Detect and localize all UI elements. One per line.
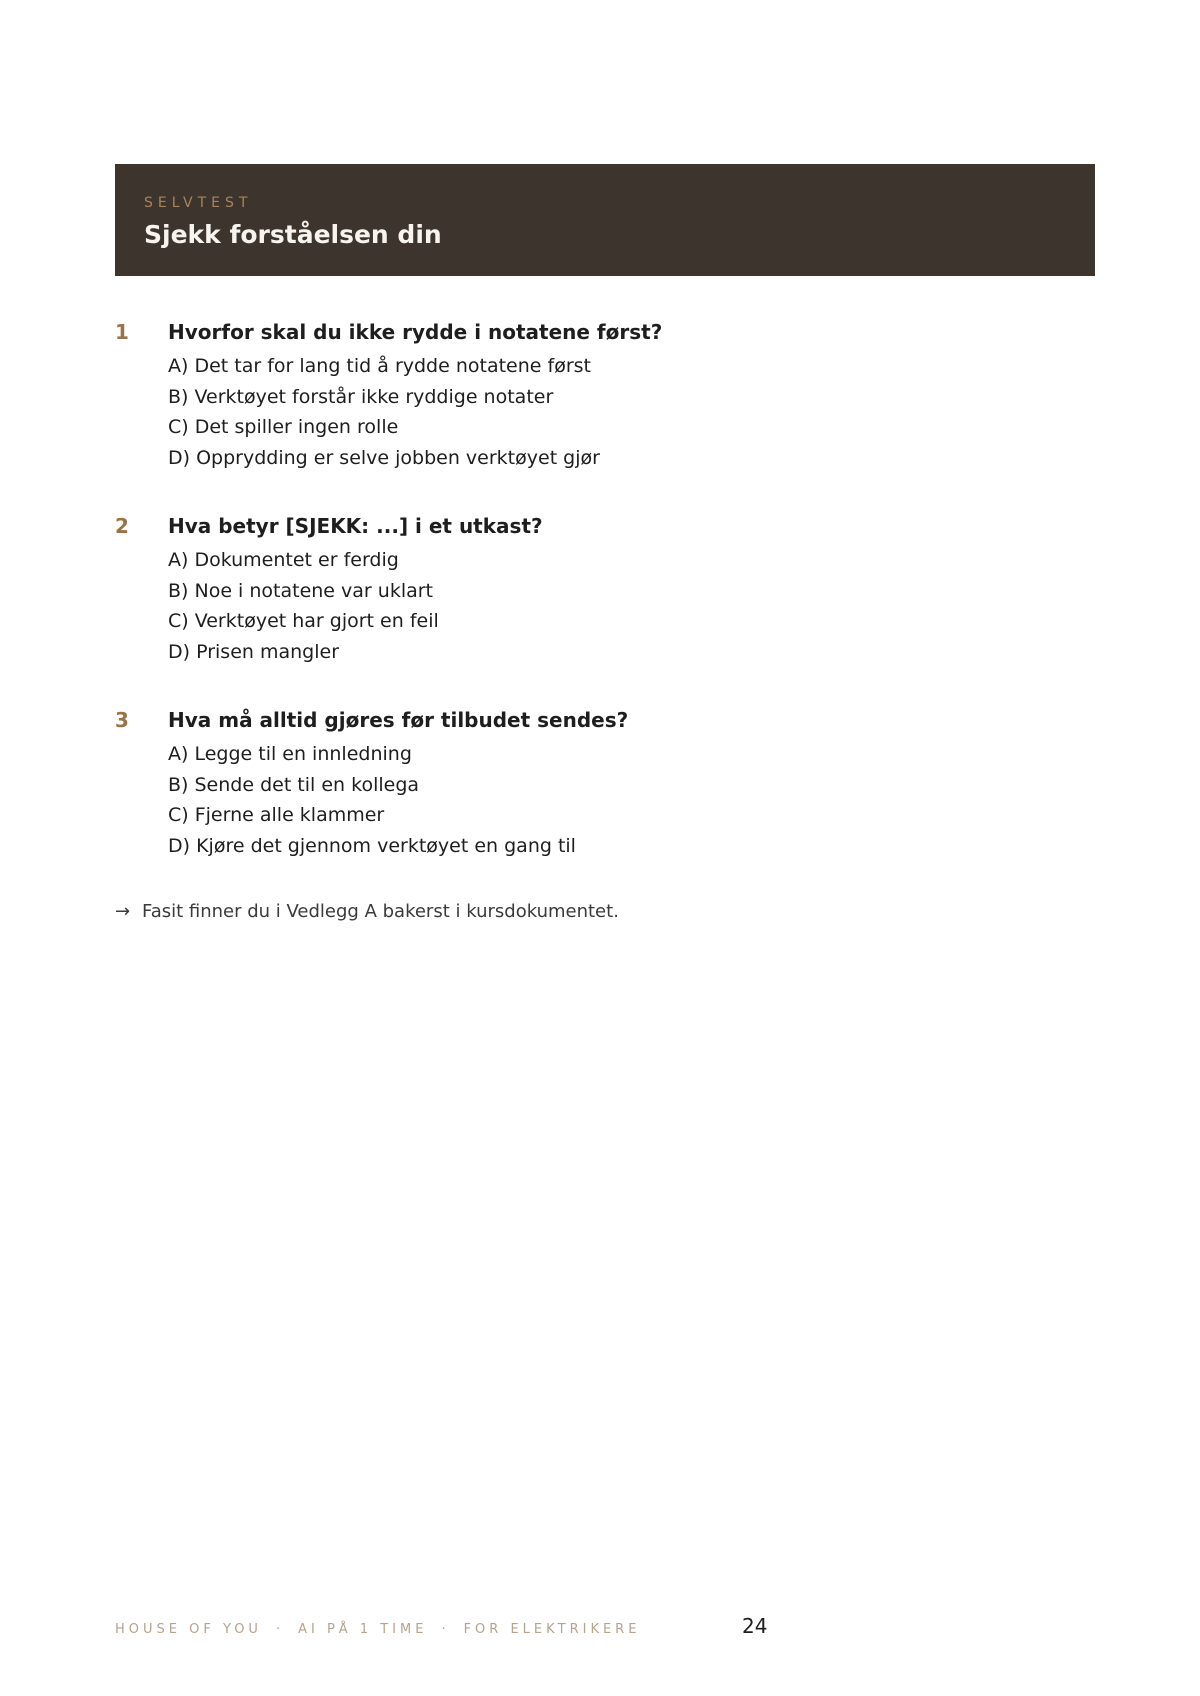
footer-separator: · (275, 1622, 285, 1637)
page-number: 24 (742, 1614, 768, 1638)
question-text: Hva betyr [SJEKK: ...] i et utkast? (168, 514, 543, 538)
footer-course: AI PÅ 1 TIME (298, 1622, 428, 1637)
option-d: D) Kjøre det gjennom verktøyet en gang til (168, 834, 576, 857)
option-list (168, 545, 439, 667)
option-list (168, 351, 600, 473)
answer-key-note (115, 901, 619, 922)
page-footer (115, 1622, 640, 1637)
question-number: 2 (115, 514, 129, 538)
footer-separator: · (441, 1622, 450, 1637)
page-title: Sjekk forståelsen din (144, 220, 442, 249)
option-c: C) Verktøyet har gjort en feil (168, 610, 439, 632)
footer-audience: FOR ELEKTRIKERE (463, 1622, 641, 1637)
option-a: A) Det tar for lang tid å rydde notatene først (168, 355, 591, 377)
question-text: Hva må alltid gjøres før tilbudet sendes? (168, 708, 629, 732)
option-list (168, 739, 576, 861)
option-c: C) Fjerne alle klammer (168, 804, 385, 826)
option-a: A) Legge til en innledning (168, 743, 412, 765)
option-d: D) Opprydding er selve jobben verktøyet gjør (168, 446, 600, 469)
option-c: C) Det spiller ingen rolle (168, 416, 399, 438)
option-a: A) Dokumentet er ferdig (168, 549, 399, 571)
note-text: Fasit finner du i Vedlegg A bakerst i kursdokumentet. (142, 901, 619, 922)
option-b: B) Noe i notatene var uklart (168, 579, 434, 602)
section-eyebrow: SELVTEST (144, 195, 253, 211)
question-text: Hvorfor skal du ikke rydde i notatene først? (168, 320, 663, 344)
arrow-right-icon: → (115, 901, 131, 922)
option-b: B) Verktøyet forstår ikke ryddige notater (168, 385, 554, 408)
footer-brand: HOUSE OF YOU (115, 1622, 262, 1637)
option-d: D) Prisen mangler (168, 640, 339, 663)
selftest-banner (115, 164, 1095, 276)
question-number: 1 (115, 320, 129, 344)
option-b: B) Sende det til en kollega (168, 773, 420, 796)
question-number: 3 (115, 708, 129, 732)
